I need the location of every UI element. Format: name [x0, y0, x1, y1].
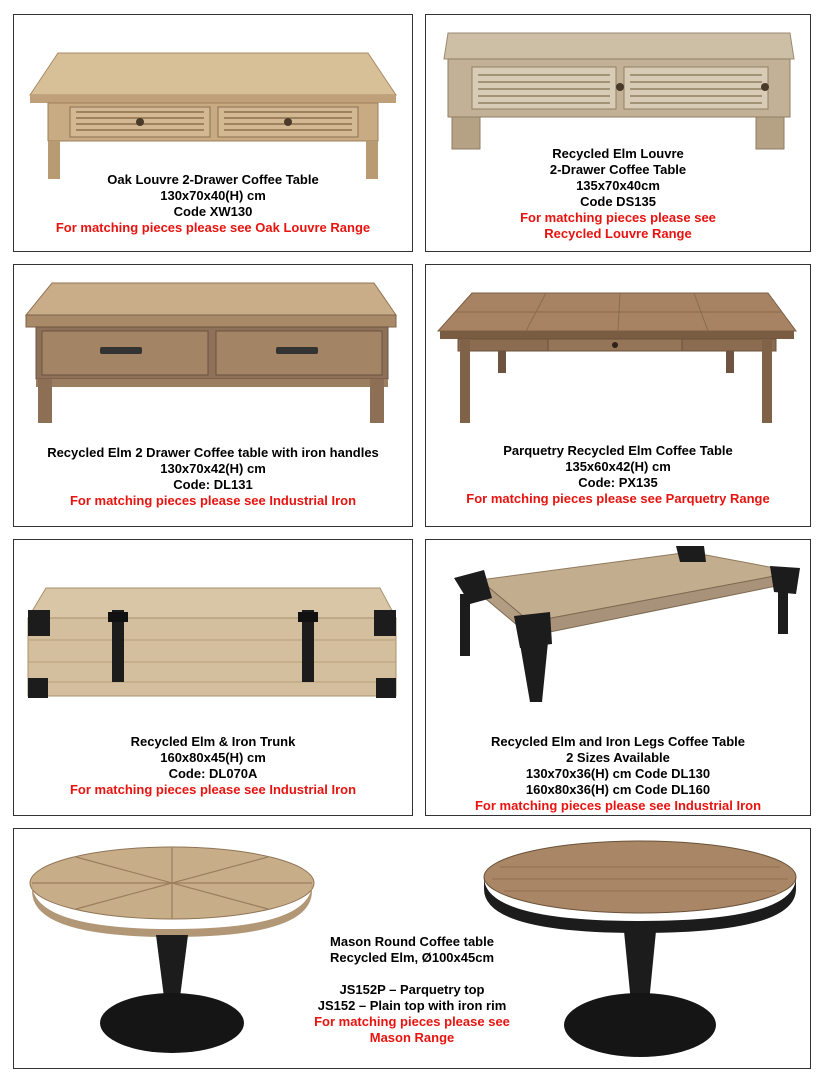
product-size: 160x80x45(H) cm: [160, 750, 266, 765]
parquetry-coffee-table-image: [436, 289, 802, 429]
matching-pieces-range: Recycled Louvre Range: [544, 226, 692, 241]
caption-spacer: [14, 966, 810, 982]
product-name: Parquetry Recycled Elm Coffee Table: [503, 443, 733, 458]
product-card-elm-iron-handles: [13, 264, 413, 527]
product-code: Code: PX135: [578, 475, 658, 490]
mason-round-caption: [14, 934, 810, 1046]
product-code: Code DS135: [580, 194, 656, 209]
product-size: 130x70x42(H) cm: [160, 461, 266, 476]
elm-iron-legs-caption: [426, 734, 810, 814]
recycled-elm-louvre-caption: [426, 146, 810, 242]
product-sizes-available: 2 Sizes Available: [566, 750, 670, 765]
matching-pieces-note: For matching pieces please see Industrial Iron: [69, 782, 357, 797]
product-size-code-1: 130x70x36(H) cm Code DL130: [525, 766, 711, 781]
product-size: 130x70x40(H) cm: [160, 188, 266, 203]
elm-iron-handles-caption: [14, 445, 412, 509]
product-name: Oak Louvre 2-Drawer Coffee Table: [107, 172, 319, 187]
product-name-line-2: 2-Drawer Coffee Table: [549, 162, 687, 177]
parquetry-caption: [426, 443, 810, 507]
product-card-recycled-elm-louvre: [425, 14, 811, 252]
matching-pieces-note: For matching pieces please see Industrial Iron: [474, 798, 762, 813]
matching-pieces-note: For matching pieces please see: [314, 1014, 510, 1029]
product-size: 135x70x40cm: [576, 178, 660, 193]
matching-pieces-note: For matching pieces please see Parquetry Range: [466, 491, 770, 506]
product-name: Recycled Elm 2 Drawer Coffee table with iron handles: [47, 445, 379, 460]
product-code-plain: JS152 – Plain top with iron rim: [317, 998, 507, 1013]
product-size: 135x60x42(H) cm: [565, 459, 671, 474]
elm-iron-trunk-caption: [14, 734, 412, 798]
elm-iron-trunk-image: [24, 582, 404, 704]
product-name: Mason Round Coffee table: [330, 934, 494, 949]
elm-iron-legs-table-image: [440, 544, 802, 704]
product-size-code-2: 160x80x36(H) cm Code DL160: [525, 782, 711, 797]
oak-louvre-coffee-table-image: [28, 33, 400, 183]
product-code: Code XW130: [173, 204, 253, 219]
product-name: Recycled Elm & Iron Trunk: [130, 734, 296, 749]
recycled-elm-louvre-table-image: [440, 25, 798, 153]
product-name: Recycled Elm Louvre: [552, 146, 684, 161]
matching-pieces-note: For matching pieces please see Industrial Iron: [69, 493, 357, 508]
product-card-mason-round: [13, 828, 811, 1069]
product-card-elm-iron-trunk: [13, 539, 413, 816]
elm-iron-handles-table-image: [24, 279, 404, 429]
product-code-parquetry: JS152P – Parquetry top: [339, 982, 485, 997]
matching-pieces-note: For matching pieces please see Oak Louvre Range: [55, 220, 371, 235]
product-card-oak-louvre: [13, 14, 413, 252]
product-code: Code: DL131: [173, 477, 253, 492]
matching-pieces-range: Mason Range: [369, 1030, 455, 1045]
matching-pieces-note: For matching pieces please see: [520, 210, 716, 225]
product-name: Recycled Elm and Iron Legs Coffee Table: [490, 734, 746, 749]
product-card-elm-iron-legs: [425, 539, 811, 816]
product-material-size: Recycled Elm, Ø100x45cm: [329, 950, 495, 965]
product-code: Code: DL070A: [168, 766, 258, 781]
oak-louvre-caption: [14, 172, 412, 236]
product-card-parquetry: [425, 264, 811, 527]
